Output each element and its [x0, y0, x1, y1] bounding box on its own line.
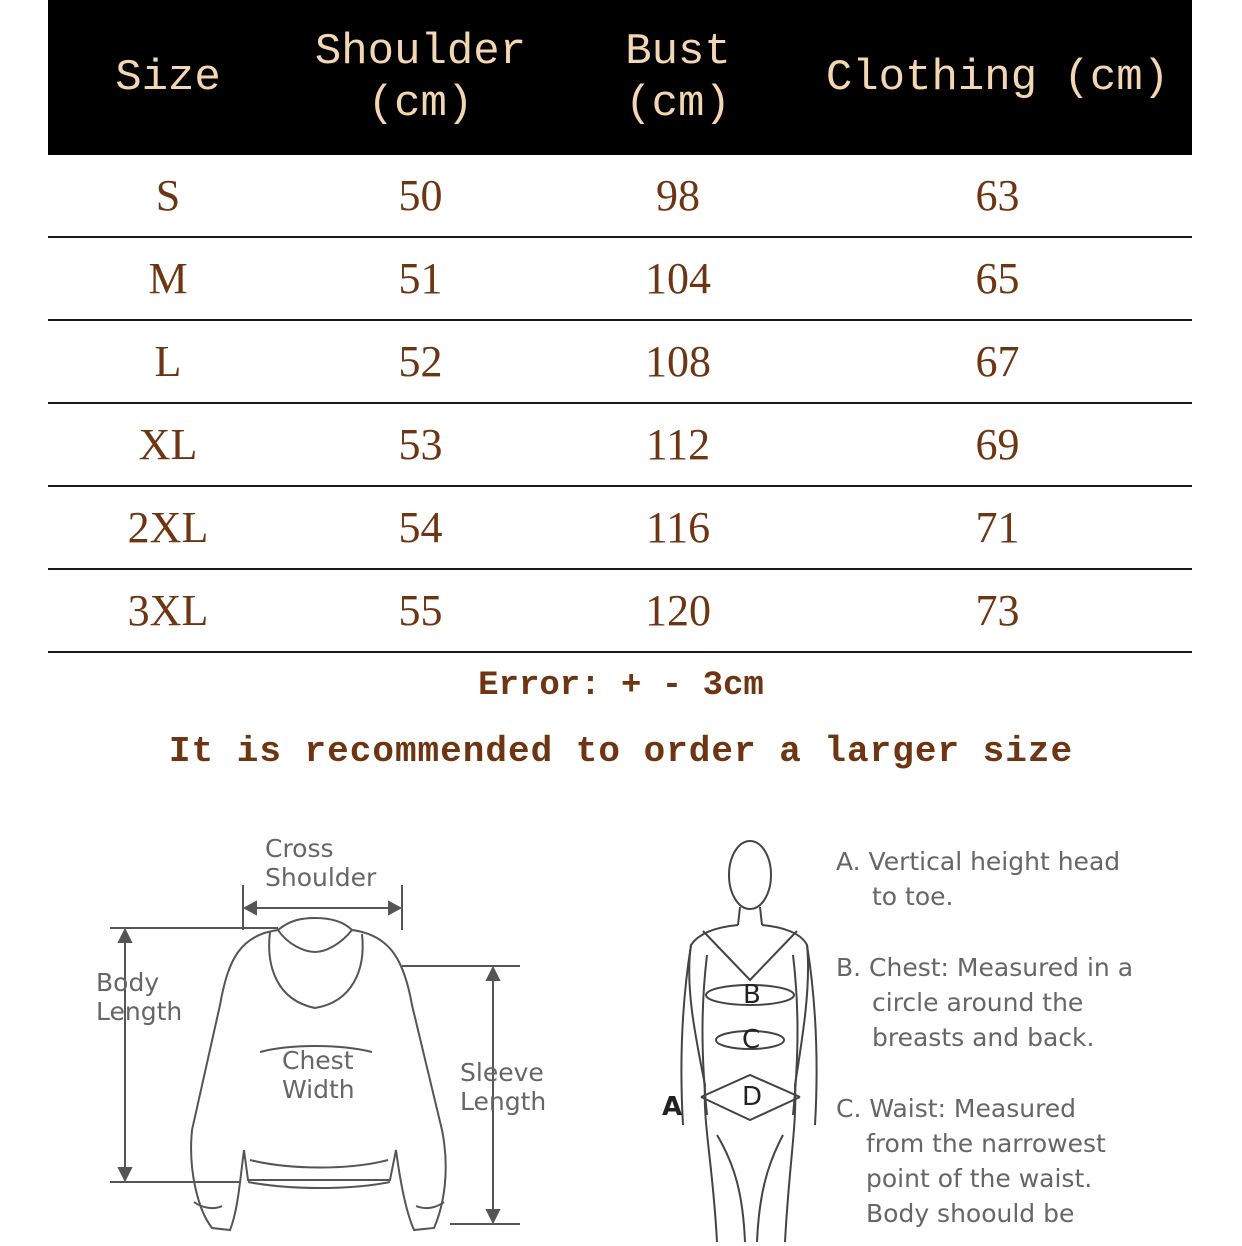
legend-c: C. Waist: Measured from the narrowest point of the waist. Body shoould be — [836, 1094, 1106, 1228]
table-row — [48, 321, 1192, 404]
cell-clothing: 63 — [975, 171, 1020, 220]
cell-shoulder: 55 — [398, 586, 443, 635]
table-row — [48, 570, 1192, 653]
table-row — [48, 487, 1192, 570]
chest-width-label: Chest Width — [282, 1046, 355, 1104]
cell-bust: 98 — [656, 171, 700, 220]
cell-size: M — [148, 254, 188, 303]
cell-bust: 120 — [645, 586, 711, 635]
size-chart-table — [48, 0, 1192, 653]
marker-d: D — [742, 1082, 763, 1112]
table-row — [48, 155, 1192, 238]
cell-clothing: 67 — [975, 337, 1020, 386]
header-size: Size — [115, 52, 221, 103]
cell-clothing: 73 — [975, 586, 1020, 635]
sleeve-length-label: Sleeve Length — [460, 1058, 547, 1116]
table-row — [48, 404, 1192, 487]
header-bust: Bust (cm) — [625, 26, 731, 129]
table-header — [48, 0, 1192, 155]
recommend-note: It is recommended to order a larger size — [168, 731, 1074, 772]
cross-shoulder-label: Cross Shoulder — [265, 834, 377, 892]
cell-bust: 112 — [645, 420, 711, 469]
cell-clothing: 65 — [975, 254, 1020, 303]
cell-bust: 104 — [645, 254, 711, 303]
cell-shoulder: 54 — [398, 503, 443, 552]
header-clothing: Clothing (cm) — [825, 52, 1170, 103]
cell-clothing: 69 — [975, 420, 1020, 469]
body-figure-diagram — [655, 835, 835, 1242]
sweater-diagram — [90, 830, 560, 1242]
cell-size: L — [154, 337, 182, 386]
cell-size: XL — [138, 420, 198, 469]
marker-b: B — [743, 980, 761, 1010]
legend-b: B. Chest: Measured in a circle around the breasts and back. — [836, 953, 1134, 1052]
marker-c: C — [742, 1025, 761, 1055]
body-length-label: Body Length — [96, 968, 183, 1026]
cell-bust: 116 — [645, 503, 711, 552]
cell-shoulder: 52 — [398, 337, 443, 386]
cell-shoulder: 51 — [398, 254, 443, 303]
legend-a: A. Vertical height head to toe. — [836, 847, 1121, 911]
cell-clothing: 71 — [975, 503, 1020, 552]
cell-size: S — [155, 171, 181, 220]
cell-size: 3XL — [127, 586, 209, 635]
cell-shoulder: 50 — [398, 171, 443, 220]
marker-a: A — [662, 1092, 683, 1122]
cell-shoulder: 53 — [398, 420, 443, 469]
cell-size: 2XL — [127, 503, 209, 552]
header-shoulder: Shoulder (cm) — [314, 26, 527, 129]
cell-bust: 108 — [645, 337, 711, 386]
table-row — [48, 238, 1192, 321]
error-note: Error: + - 3cm — [478, 667, 764, 705]
